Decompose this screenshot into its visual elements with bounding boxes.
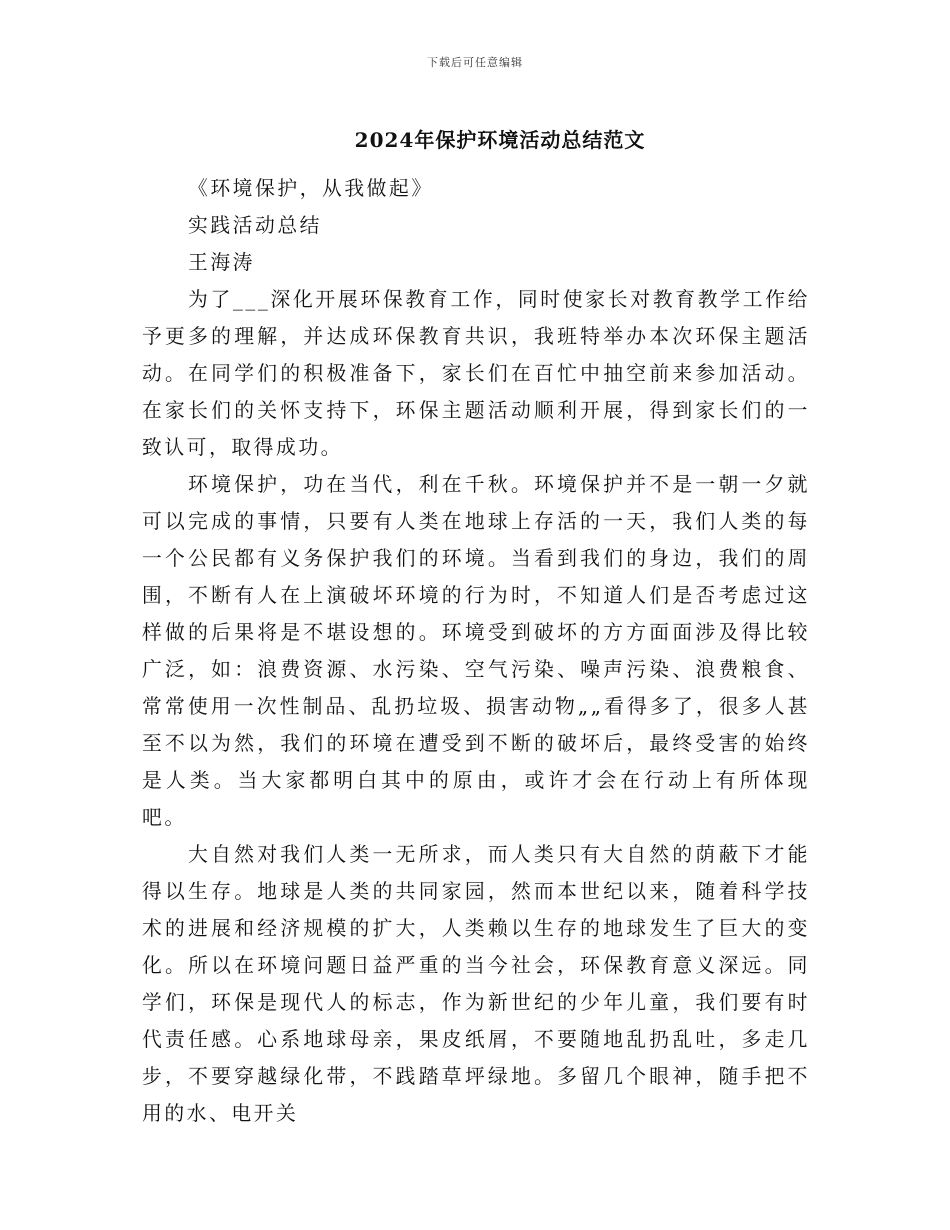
subtitle-type: 实践活动总结 — [188, 214, 322, 237]
paragraph-1: 为了___深化开展环保教育工作，同时使家长对教育教学工作给予更多的理解，并达成环保教育共识，我班特举办本次环保主题活动。在同学们的积极准备下，家长们在百忙中抽空前来参加活动。在家长们的关怀支持下，环保主题活动顺利开展，得到家长们的一致认可，取得成功。 — [142, 288, 810, 459]
author-name: 王海涛 — [188, 251, 255, 274]
header-note: 下载后可任意编辑 — [427, 56, 523, 69]
paragraph-3: 大自然对我们人类一无所求，而人类只有大自然的荫蔽下才能得以生存。地球是人类的共同家园，然而本世纪以来，随着科学技术的进展和经济规模的扩大，人类赖以生存的地球发生了巨大的变化。所以在环境问题日益严重的当今社会，环保教育意义深远。同学们，环保是现代人的标志，作为新世纪的少年儿童，我们要有时代责任感。心系地球母亲，果皮纸屑，不要随地乱扔乱吐，多走几步，不要穿越绿化带，不践踏草坪绿地。多留几个眼神，随手把不用的水、电开关 — [142, 843, 810, 1125]
subtitle-book: 《环境保护，从我做起》 — [188, 177, 434, 200]
paragraph-2: 环境保护，功在当代，利在千秋。环境保护并不是一朝一夕就可以完成的事情，只要有人类在地球上存活的一天，我们人类的每一个公民都有义务保护我们的环境。当看到我们的身边，我们的周围，不断有人在上演破坏环境的行为时，不知道人们是否考虑过这样做的后果将是不堪设想的。环境受到破坏的方方面面涉及得比较广泛，如：浪费资源、水污染、空气污染、噪声污染、浪费粮食、常常使用一次性制品、乱扔垃圾、损害动物„„看得多了，很多人甚至不以为然，我们的环境在遭受到不断的破坏后，最终受害的始终是人类。当大家都明白其中的原由，或许才会在行动上有所体现吧。 — [142, 473, 810, 829]
document-body — [142, 170, 810, 1132]
document-title: 2024年保护环境活动总结范文 — [354, 128, 646, 152]
